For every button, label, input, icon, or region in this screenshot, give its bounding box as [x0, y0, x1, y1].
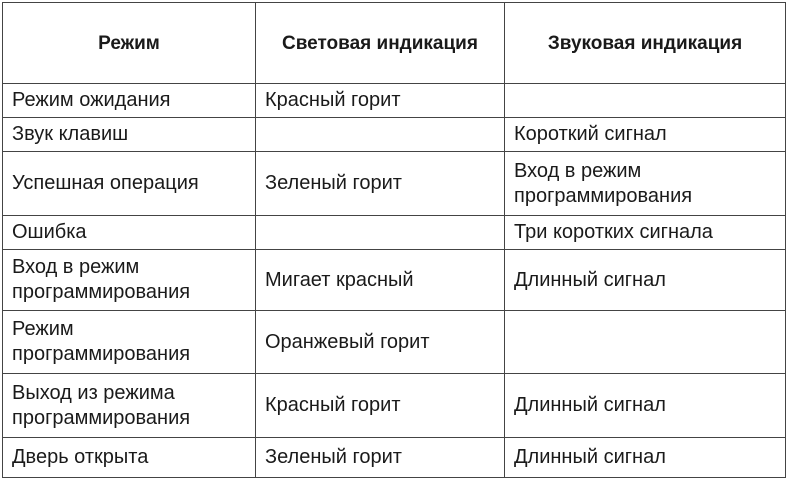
header-light-indication: Световая индикация: [256, 3, 505, 84]
cell-light: [256, 152, 505, 216]
cell-sound: [505, 311, 786, 374]
cell-text: Режим ожидания: [12, 89, 171, 111]
cell-light: [256, 216, 505, 250]
cell-mode: [3, 84, 256, 118]
cell-light: [256, 118, 505, 152]
cell-text: Красный горит: [265, 394, 401, 416]
cell-text: Зеленый горит: [265, 172, 402, 194]
cell-sound: [505, 374, 786, 438]
cell-sound: [505, 84, 786, 118]
table-row: [3, 152, 786, 216]
cell-mode: [3, 118, 256, 152]
table-row: [3, 118, 786, 152]
table-header-row: [3, 3, 786, 84]
cell-text: Дверь открыта: [12, 446, 149, 468]
indication-table: [2, 2, 786, 478]
cell-sound: [505, 216, 786, 250]
cell-text: Мигает красный: [265, 268, 414, 291]
cell-mode: [3, 311, 256, 374]
cell-text: Три коротких сигнала: [514, 221, 713, 243]
cell-text: Длинный сигнал: [514, 268, 666, 291]
cell-light: [256, 84, 505, 118]
cell-text: Оранжевый горит: [265, 330, 430, 353]
cell-sound: [505, 438, 786, 478]
table-row: [3, 374, 786, 438]
cell-text: Звук клавиш: [12, 123, 129, 145]
table-row: [3, 216, 786, 250]
cell-mode: [3, 216, 256, 250]
cell-light: [256, 311, 505, 374]
cell-text: Успешная операция: [12, 172, 199, 194]
cell-mode: [3, 152, 256, 216]
table-row: [3, 84, 786, 118]
cell-text: Длинный сигнал: [514, 446, 666, 468]
table-row: [3, 311, 786, 374]
table-row: [3, 250, 786, 311]
cell-sound: [505, 152, 786, 216]
cell-sound: [505, 250, 786, 311]
cell-mode: [3, 374, 256, 438]
header-mode: Режим: [3, 3, 256, 84]
table-row: [3, 438, 786, 478]
cell-sound: [505, 118, 786, 152]
cell-light: [256, 438, 505, 478]
cell-text: Вход в режим программирования: [12, 256, 191, 303]
cell-text: Длинный сигнал: [514, 394, 666, 416]
cell-light: [256, 374, 505, 438]
cell-light: [256, 250, 505, 311]
cell-text: Выход из режима программирования: [12, 381, 191, 429]
cell-mode: [3, 250, 256, 311]
cell-text: Красный горит: [265, 89, 401, 111]
header-sound-indication: Звуковая индикация: [505, 3, 786, 84]
cell-text: Ошибка: [12, 221, 87, 243]
cell-text: Короткий сигнал: [514, 123, 667, 145]
cell-mode: [3, 438, 256, 478]
cell-text: Режим программирования: [12, 318, 191, 365]
cell-text: Вход в режим программирования: [514, 159, 693, 207]
cell-text: Зеленый горит: [265, 446, 402, 468]
